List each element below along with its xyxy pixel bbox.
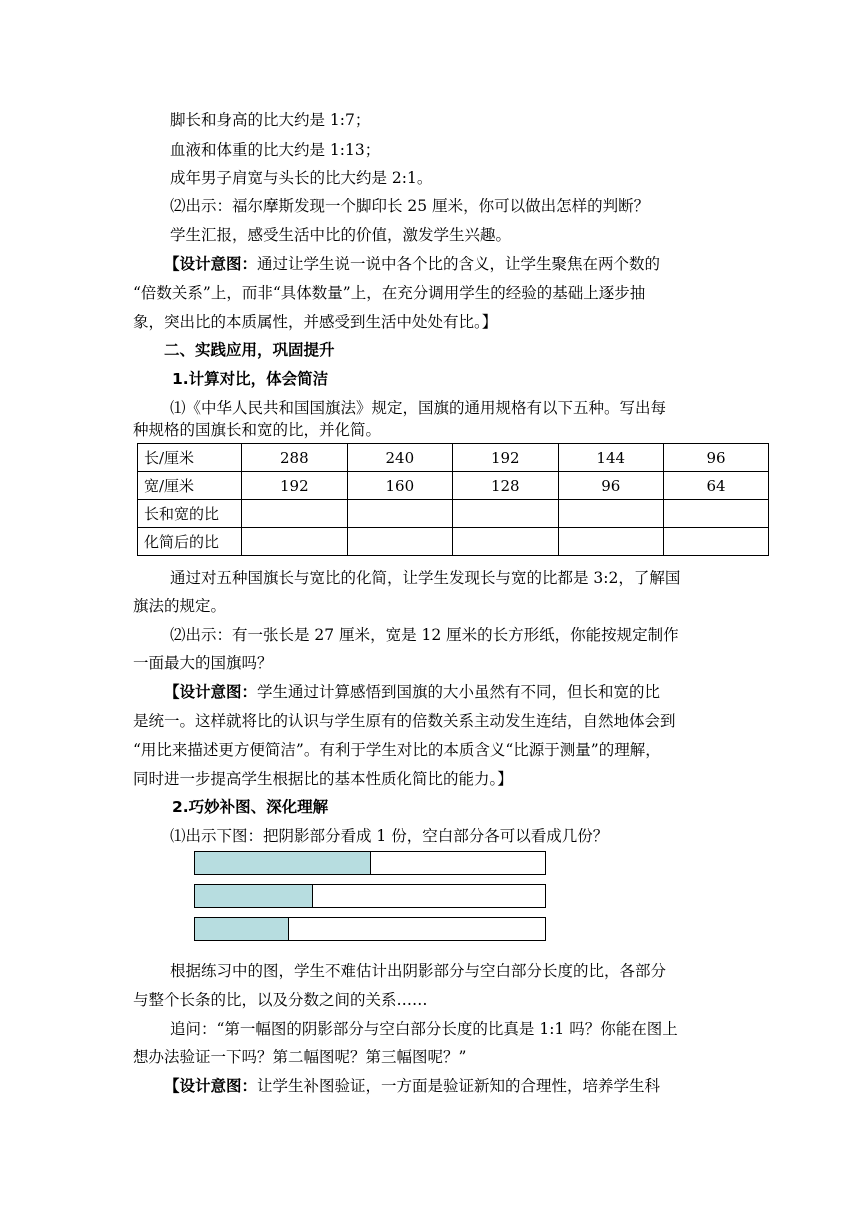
table-cell (347, 528, 452, 556)
ratio-bar (194, 884, 546, 908)
shaded-part (195, 852, 371, 874)
text-line: 是统一。这样就将比的认识与学生原有的倍数关系主动发生连结，自然地体会到 (133, 712, 676, 730)
text-line: 脚长和身高的比大约是 1:7； (170, 111, 371, 129)
table-cell: 144 (558, 444, 663, 472)
text-line: 通过对五种国旗长与宽比的化简，让学生发现长与宽的比都是 3:2，了解国 (170, 569, 681, 587)
text-line: ⑴《中华人民共和国国旗法》规定，国旗的通用规格有以下五种。写出每 (170, 399, 667, 417)
design-intent-label: 【设计意图： (164, 683, 258, 701)
text-line: 旗法的规定。 (133, 597, 227, 615)
row-header: 宽/厘米 (138, 472, 242, 500)
text-line: ⑵出示：有一张长是 27 厘米，宽是 12 厘米的长方形纸，你能按规定制作 (170, 626, 679, 644)
table-cell: 96 (558, 472, 663, 500)
design-intent-text: 通过让学生说一说中各个比的含义，让学生聚焦在两个数的 (257, 255, 661, 273)
table-cell: 160 (347, 472, 452, 500)
text-line: 象，突出比的本质属性，并感受到生活中处处有比。】 (133, 313, 498, 331)
row-header: 化简后的比 (138, 528, 242, 556)
row-header: 长/厘米 (138, 444, 242, 472)
table-cell (453, 500, 558, 528)
table-row (138, 500, 769, 528)
ratio-bar (194, 851, 546, 875)
table-cell: 96 (663, 444, 768, 472)
text-line: ⑴出示下图：把阴影部分看成 1 份，空白部分各可以看成几份？ (170, 827, 609, 845)
text-line: 成年男子肩宽与头长的比大约是 2:1。 (170, 169, 433, 187)
subsection-heading: 2.巧妙补图、深化理解 (172, 798, 329, 816)
shaded-part (195, 885, 313, 907)
text-line: “倍数关系”上，而非“具体数量”上，在充分调用学生的经验的基础上逐步抽 (133, 284, 646, 302)
design-intent-label: 【设计意图： (164, 1077, 258, 1095)
subsection-heading: 1.计算对比，体会简洁 (172, 370, 329, 388)
text-line: 学生汇报，感受生活中比的价值，激发学生兴趣。 (170, 226, 512, 244)
text-line: ⑵出示：福尔摩斯发现一个脚印长 25 厘米，你可以做出怎样的判断？ (170, 197, 650, 215)
table-cell (558, 528, 663, 556)
text-line: “用比来描述更方便简洁”。有利于学生对比的本质含义“比源于测量”的理解， (133, 741, 661, 759)
table-cell: 192 (453, 444, 558, 472)
table-cell: 192 (242, 472, 347, 500)
text-line: 想办法验证一下吗？第二幅图呢？第三幅图呢？” (133, 1048, 467, 1066)
table-cell (242, 528, 347, 556)
text-line: 种规格的国旗长和宽的比，并化简。 (133, 421, 382, 439)
table-cell (242, 500, 347, 528)
table-cell (347, 500, 452, 528)
table-cell: 64 (663, 472, 768, 500)
text-line: 同时进一步提高学生根据比的基本性质化简比的能力。】 (133, 770, 513, 788)
design-intent-text: 让学生补图验证，一方面是验证新知的合理性，培养学生科 (257, 1077, 661, 1095)
table-cell (663, 500, 768, 528)
table-row (138, 472, 769, 500)
table-cell (453, 528, 558, 556)
ratio-bar (194, 917, 546, 941)
text-line: 根据练习中的图，学生不难估计出阴影部分与空白部分长度的比，各部分 (170, 962, 667, 980)
table-cell: 288 (242, 444, 347, 472)
text-line: 与整个长条的比，以及分数之间的关系…… (133, 991, 428, 1009)
design-intent-2 (164, 682, 660, 702)
table-row (138, 444, 769, 472)
section-heading: 二、实践应用，巩固提升 (164, 341, 335, 359)
text-line: 追问：“第一幅图的阴影部分与空白部分长度的比真是 1:1 吗？你能在图上 (170, 1020, 678, 1038)
table-cell: 128 (453, 472, 558, 500)
design-intent-3 (164, 1076, 660, 1096)
shaded-part (195, 918, 289, 940)
table-cell: 240 (347, 444, 452, 472)
table-cell (663, 528, 768, 556)
design-intent-text: 学生通过计算感悟到国旗的大小虽然有不同，但长和宽的比 (257, 683, 661, 701)
text-line: 血液和体重的比大约是 1:13； (170, 141, 381, 159)
design-intent-label: 【设计意图： (164, 255, 258, 273)
flag-spec-table (137, 443, 769, 556)
design-intent-1 (164, 254, 660, 274)
row-header: 长和宽的比 (138, 500, 242, 528)
text-line: 一面最大的国旗吗？ (133, 654, 273, 672)
table-cell (558, 500, 663, 528)
table-row (138, 528, 769, 556)
